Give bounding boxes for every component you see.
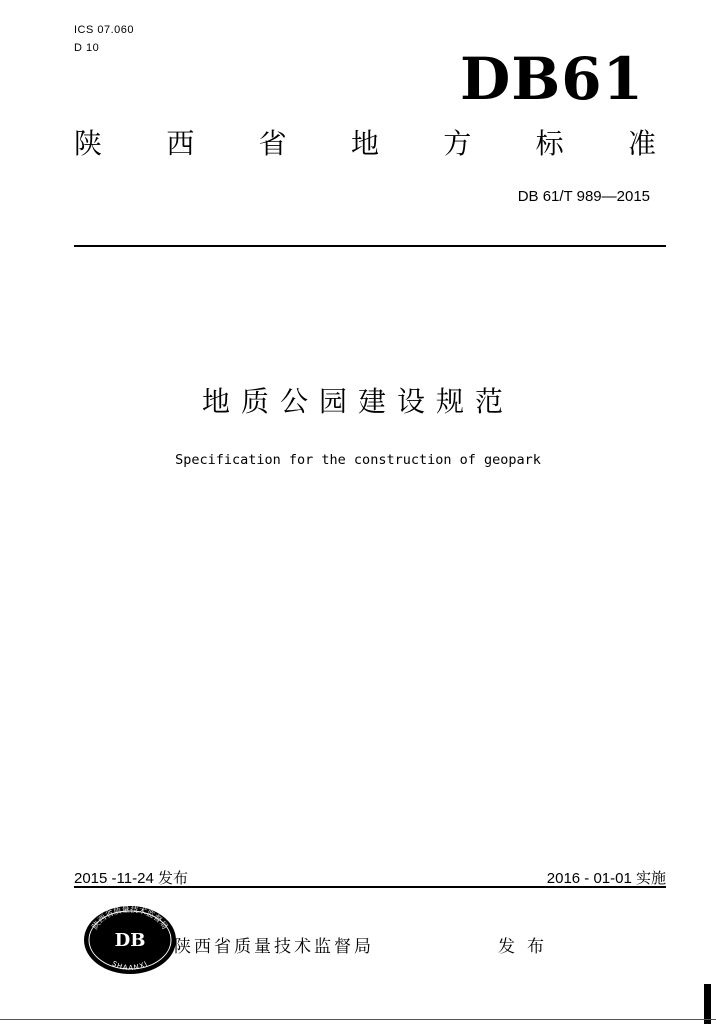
standard-mark: DB61 <box>459 45 644 113</box>
standard-level-heading <box>74 127 656 160</box>
seal-ring-text: 陕西省质量技术监督局 <box>90 904 170 932</box>
seal-latin-text: SHAANXI <box>110 959 150 973</box>
standard-level-char: 标 <box>535 127 564 160</box>
classification-code: D 10 <box>74 42 100 54</box>
standard-level-char: 地 <box>350 127 379 160</box>
document-title-chinese: 地质公园建设规范 <box>201 385 514 418</box>
standard-level-char: 西 <box>166 127 195 160</box>
standard-level-char: 方 <box>443 127 472 160</box>
publish-date: 2015 -11-24 发布 <box>74 870 188 887</box>
seal-emblem-icon <box>82 904 178 976</box>
effective-date: 2016 - 01-01 实施 <box>546 870 666 887</box>
seal-mark-text: DB <box>114 930 146 951</box>
ics-code: ICS 07.060 <box>74 24 135 36</box>
standard-number: DB 61/T 989—2015 <box>517 188 650 205</box>
standard-level-char: 省 <box>258 127 287 160</box>
standard-level-char: 准 <box>627 127 656 160</box>
scan-edge-mark <box>704 984 711 1024</box>
standard-level-char: 陕 <box>74 127 103 160</box>
scan-bottom-line <box>0 1019 716 1020</box>
publish-label: 发布 <box>498 937 556 957</box>
document-title-english: Specification for the construction of geopark <box>175 452 541 468</box>
header-divider <box>74 245 666 247</box>
footer-divider <box>74 886 666 888</box>
issuing-authority: 陕西省质量技术监督局 <box>174 937 374 957</box>
issuer-seal <box>82 904 178 976</box>
